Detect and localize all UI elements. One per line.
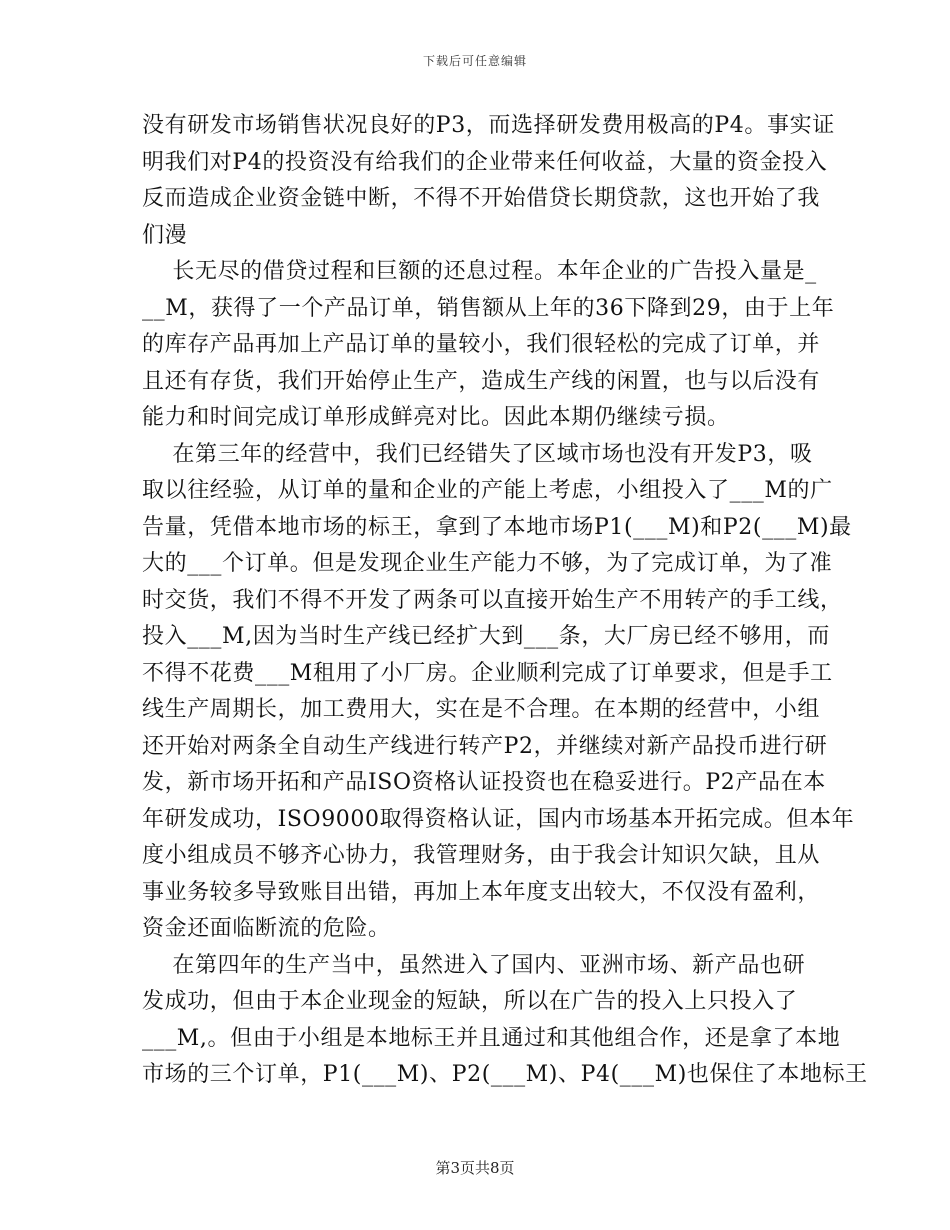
text-line: __M，获得了一个产品订单，销售额从上年的36下降到29，由于上年 — [142, 295, 835, 321]
text-line: 发，新市场开拓和产品ISO资格认证投资也在稳妥进行。P2产品在本 — [142, 770, 826, 795]
text-line: 没有研发市场销售状况良好的P3，而选择研发费用极高的P4。事实证 — [142, 113, 835, 138]
text-line: 在第三年的经营中，我们已经错失了区域市场也没有开发P3，吸 — [142, 441, 813, 467]
text-line: ___M,。但由于小组是本地标王并且通过和其他组合作，还是拿了本地 — [142, 1025, 841, 1051]
text-line: 大的___个订单。但是发现企业生产能力不够，为了完成订单，为了准 — [142, 551, 833, 576]
text-line: 明我们对P4的投资没有给我们的企业带来任何收益，大量的资金投入 — [142, 149, 828, 175]
text-line: 取以往经验，从订单的量和企业的产能上考虑，小组投入了___M的广 — [142, 478, 833, 503]
text-line: 还开始对两条全自动生产线进行转产P2，并继续对新产品投币进行研 — [142, 733, 828, 759]
document-body — [142, 108, 868, 1094]
text-line: 的库存产品再加上产品订单的量较小，我们很轻松的完成了订单，并 — [142, 332, 821, 357]
text-line: 年研发成功，ISO9000取得资格认证，国内市场基本开拓完成。但本年 — [142, 806, 855, 832]
text-line: 事业务较多导致账目出错，再加上本年度支出较大，不仅没有盈利， — [142, 879, 821, 905]
text-line: 市场的三个订单，P1(___M)、P2(___M)、P4(___M)也保住了本地标王 — [142, 1062, 868, 1087]
text-line: 且还有存货，我们开始停止生产，造成生产线的闲置，也与以后没有 — [142, 368, 821, 394]
text-line: 度小组成员不够齐心协力，我管理财务，由于我会计知识欠缺，且从 — [142, 843, 821, 868]
text-line: 们漫 — [142, 222, 188, 248]
text-line: 线生产周期长，加工费用大，实在是不合理。在本期的经营中，小组 — [142, 697, 821, 722]
text-line: 不得不花费___M租用了小厂房。企业顺利完成了订单要求，但是手工 — [142, 660, 833, 686]
text-line: 长无尽的借贷过程和巨额的还息过程。本年企业的广告投入量是_ — [142, 259, 817, 284]
text-line: 发成功，但由于本企业现金的短缺，所以在广告的投入上只投入了 — [142, 989, 798, 1014]
page-number: 第3页共8页 — [435, 1159, 515, 1177]
text-line: 投入___M,因为当时生产线已经扩大到___条，大厂房已经不够用，而 — [142, 624, 830, 649]
text-line: 时交货，我们不得不开发了两条可以直接开始生产不用转产的手工线， — [142, 587, 843, 613]
text-line: 在第四年的生产当中，虽然进入了国内、亚洲市场、新产品也研 — [142, 952, 806, 978]
page-header: 下载后可任意编辑 — [422, 54, 527, 68]
text-line: 能力和时间完成订单形成鲜亮对比。因此本期仍继续亏损。 — [142, 405, 730, 430]
text-line: 告量，凭借本地市场的标王，拿到了本地市场P1(___M)和P2(___M)最 — [142, 514, 852, 540]
text-line: 资金还面临断流的危险。 — [142, 916, 391, 941]
text-line: 反而造成企业资金链中断，不得不开始借贷长期贷款，这也开始了我 — [142, 186, 821, 211]
